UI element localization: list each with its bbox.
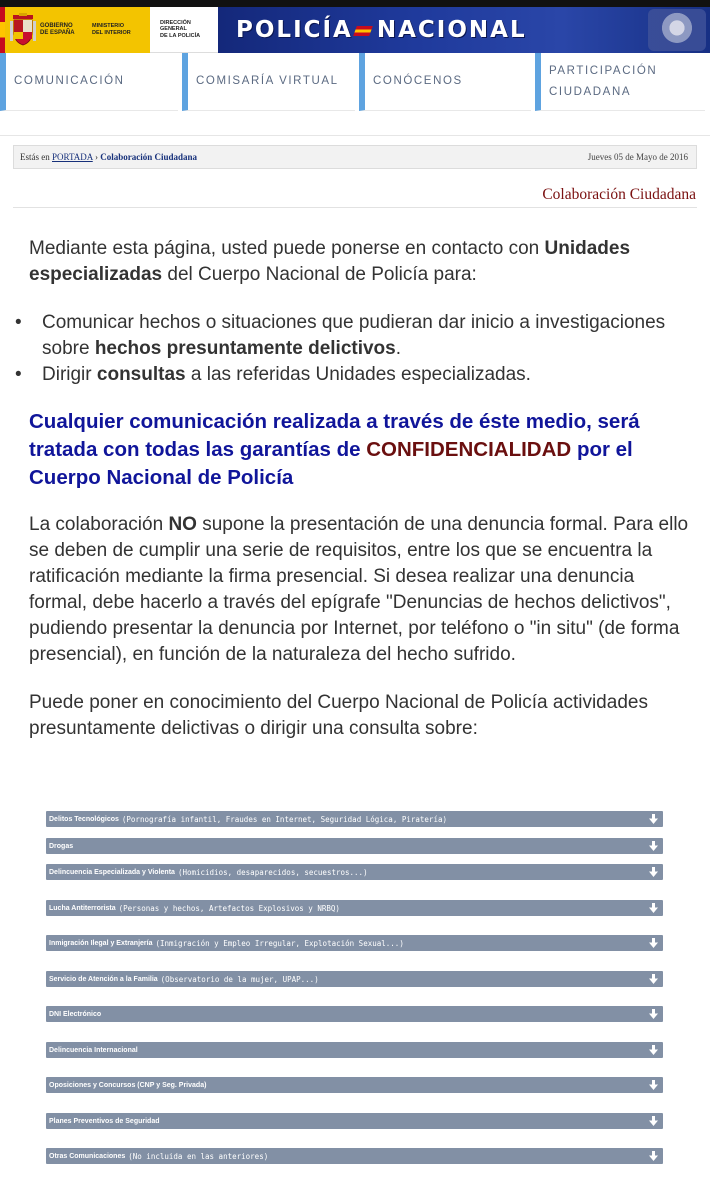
nav-label: [549, 61, 657, 103]
list-item-end: a las referidas Unidades especializadas.: [190, 364, 531, 385]
category-title: Planes Preventivos de Seguridad: [49, 1117, 160, 1125]
category-atencion-familia[interactable]: [46, 971, 663, 987]
category-drogas[interactable]: [46, 838, 663, 854]
category-title: Drogas: [49, 842, 74, 850]
nav-item-conocenos[interactable]: [359, 53, 531, 111]
nav-label-line-1: PARTICIPACIÓN: [549, 64, 658, 77]
intro-bold: Unidades especializadas: [29, 238, 631, 285]
police-badge-icon: [648, 9, 706, 51]
breadcrumb-prefix: Estás en: [20, 152, 50, 162]
page-title: Colaboración Ciudadana: [542, 186, 696, 203]
site-banner: [0, 7, 710, 53]
arrow-down-icon: [649, 814, 658, 824]
category-delitos-tecnologicos[interactable]: [46, 811, 663, 827]
category-title: Delitos Tecnológicos: [49, 815, 119, 823]
intro-text: Mediante esta página, usted puede ponerse en contacto con: [29, 238, 540, 259]
nav-label: COMISARÍA VIRTUAL: [196, 75, 339, 87]
confidential-text-end: por el Cuerpo Nacional de Policía: [29, 438, 633, 489]
gov-line-2: DE ESPAÑA: [40, 29, 75, 36]
arrow-down-icon: [649, 841, 658, 851]
brand-right: NACIONAL: [376, 17, 527, 43]
confidentiality-notice: [29, 408, 689, 492]
nav-spacer: [0, 111, 710, 136]
nav-label-line-2: CIUDADANA: [549, 85, 632, 98]
list-item-end: .: [395, 338, 402, 359]
nav-label: COMUNICACIÓN: [14, 75, 125, 87]
category-title: Delincuencia Especializada y Violenta: [49, 868, 175, 876]
breadcrumb-current: Colaboración Ciudadana: [100, 152, 198, 162]
intro-paragraph: [29, 236, 689, 288]
category-subtitle: (No incluida en las anteriores): [128, 1151, 269, 1161]
ministry-line-2: DEL INTERIOR: [92, 29, 131, 36]
category-subtitle: (Pornografía infantil, Fraudes en Internet, Seguridad Lógica, Piratería): [121, 814, 447, 824]
directorate-line-2: DE LA POLICÍA: [160, 32, 201, 39]
title-divider: [13, 207, 697, 208]
brand-title: [236, 17, 527, 43]
ministry-text: [92, 23, 132, 36]
denuncia-paragraph: [29, 512, 689, 668]
category-title: Oposiciones y Concursos (CNP y Seg. Privada): [49, 1081, 207, 1089]
category-otras-comunicaciones[interactable]: [46, 1148, 663, 1164]
brand-flag-icon: [353, 26, 373, 36]
category-lucha-antiterrorista[interactable]: [46, 900, 663, 916]
category-title: Servicio de Atención a la Familia: [49, 975, 158, 983]
category-subtitle: (Homicidios, desaparecidos, secuestros...): [177, 867, 368, 877]
arrow-down-icon: [649, 1045, 658, 1055]
policia-nacional-logo[interactable]: [218, 7, 710, 53]
category-subtitle: (Personas y hechos, Artefactos Explosivos y NRBQ): [118, 903, 340, 913]
government-box: [5, 7, 150, 53]
nav-label: CONÓCENOS: [373, 75, 463, 87]
intro-text-end: del Cuerpo Nacional de Policía para:: [167, 264, 477, 285]
directorate-text: [160, 20, 218, 40]
category-subtitle: (Observatorio de la mujer, UPAP...): [160, 974, 319, 984]
government-logo[interactable]: [0, 7, 218, 53]
category-inmigracion-ilegal[interactable]: [46, 935, 663, 951]
category-dni-electronico[interactable]: [46, 1006, 663, 1022]
arrow-down-icon: [649, 1116, 658, 1126]
main-content: [29, 236, 689, 742]
directorate-line-1: DIRECCIÓN GENERAL: [160, 19, 191, 33]
list-item-bold: consultas: [96, 364, 186, 385]
arrow-down-icon: [649, 1009, 658, 1019]
coat-of-arms-icon: [10, 13, 36, 47]
nav-item-participacion-ciudadana[interactable]: [535, 53, 705, 111]
arrow-down-icon: [649, 938, 658, 948]
breadcrumb-separator: ›: [95, 152, 98, 162]
arrow-down-icon: [649, 867, 658, 877]
arrow-down-icon: [649, 903, 658, 913]
arrow-down-icon: [649, 1151, 658, 1161]
category-planes-preventivos[interactable]: [46, 1113, 663, 1129]
denuncia-text-end: supone la presentación de una denuncia formal. Para ello se deben de cumplir una serie de requisitos, entre los que se encuentra la ratificación mediante la firma presencial. Si desea realizar una denuncia formal, debe hacerlo a través del epígrafe "Denuncias de hechos delictivos", pudiendo presentar la denuncia por Internet, por teléfono o "in situ" (de forma presencial), en función de la naturaleza del hecho sufrido.: [29, 514, 689, 665]
breadcrumb-path: [20, 152, 197, 162]
breadcrumb-home-link[interactable]: PORTADA: [52, 152, 93, 162]
breadcrumb: [13, 145, 697, 169]
category-subtitle: (Inmigración y Empleo Irregular, Explotación Sexual...): [155, 938, 404, 948]
brand-left: POLICÍA: [236, 17, 353, 43]
category-title: Otras Comunicaciones: [49, 1152, 126, 1160]
nav-item-comunicacion[interactable]: [0, 53, 178, 111]
list-item-bold: hechos presuntamente delictivos: [94, 338, 396, 359]
main-nav: [0, 53, 710, 111]
confidential-text: Cualquier comunicación realizada a través de éste medio, será tratada con todas las garantías de: [29, 410, 640, 461]
government-text: [40, 23, 86, 37]
category-title: Delincuencia Internacional: [49, 1046, 138, 1054]
category-oposiciones-concursos[interactable]: [46, 1077, 663, 1093]
list-item-text: Comunicar hechos o situaciones que pudieran dar inicio a investigaciones sobre: [42, 312, 666, 359]
current-date: Jueves 05 de Mayo de 2016: [587, 152, 688, 162]
list-item-text: Dirigir: [42, 364, 92, 385]
ministry-line-1: MINISTERIO: [92, 23, 125, 29]
list-item: [29, 310, 689, 362]
denuncia-text: La colaboración: [29, 514, 164, 535]
nav-item-comisaria-virtual[interactable]: [182, 53, 355, 111]
gov-line-1: GOBIERNO: [40, 22, 73, 29]
categories-intro: Puede poner en conocimiento del Cuerpo Nacional de Policía actividades presuntamente delictivas o dirigir una consulta sobre:: [29, 692, 648, 739]
confidential-highlight: CONFIDENCIALIDAD: [366, 438, 572, 461]
category-title: Inmigración Ilegal y Extranjería: [49, 939, 153, 947]
denuncia-bold: NO: [168, 514, 197, 535]
list-item: [29, 362, 689, 388]
category-title: DNI Electrónico: [49, 1010, 102, 1018]
purpose-list: [29, 310, 689, 388]
category-delincuencia-internacional[interactable]: [46, 1042, 663, 1058]
arrow-down-icon: [649, 974, 658, 984]
category-delincuencia-especializada[interactable]: [46, 864, 663, 880]
category-title: Lucha Antiterrorista: [49, 904, 116, 912]
arrow-down-icon: [649, 1080, 658, 1090]
